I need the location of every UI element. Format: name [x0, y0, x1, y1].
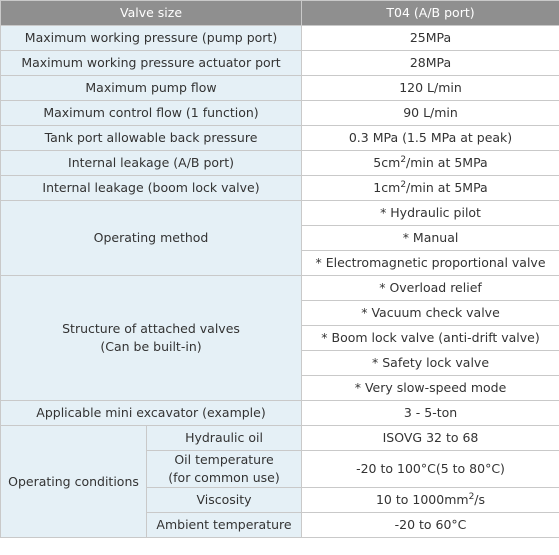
row-value: 120 L/min: [302, 76, 559, 101]
value-text: /min at 5MPa: [406, 155, 488, 170]
value-superscript: 2: [400, 180, 407, 190]
row-value: 3 - 5-ton: [302, 401, 559, 426]
row-label: Maximum working pressure (pump port): [1, 26, 302, 51]
row-label: Internal leakage (A/B port): [1, 151, 302, 176]
label-line: Structure of attached valves: [62, 321, 240, 336]
table-row: [1, 151, 559, 176]
attached-valve-item: * Vacuum check valve: [302, 301, 559, 326]
table-row: [1, 201, 559, 226]
label-line: Oil temperature: [174, 452, 274, 467]
operating-method-item: * Manual: [302, 226, 559, 251]
attached-valve-item: * Safety lock valve: [302, 351, 559, 376]
condition-label: Hydraulic oil: [147, 426, 302, 451]
label-line: (for common use): [168, 470, 280, 485]
row-label: Maximum working pressure actuator port: [1, 51, 302, 76]
condition-value: [302, 488, 559, 513]
value-text: 10 to 1000mm: [375, 492, 469, 507]
header-row: [1, 1, 559, 26]
table-row: [1, 426, 559, 451]
value-superscript: 2: [400, 155, 407, 165]
operating-conditions-label: Operating conditions: [1, 426, 147, 538]
row-label: Tank port allowable back pressure: [1, 126, 302, 151]
condition-value: -20 to 60°C: [302, 513, 559, 538]
condition-label: Viscosity: [147, 488, 302, 513]
value-text: 1cm: [373, 180, 401, 195]
operating-method-item: * Hydraulic pilot: [302, 201, 559, 226]
row-label: Applicable mini excavator (example): [1, 401, 302, 426]
row-label: Maximum control flow (1 function): [1, 101, 302, 126]
attached-valve-item: * Very slow-speed mode: [302, 376, 559, 401]
table-row: [1, 276, 559, 301]
header-value: T04 (A/B port): [302, 1, 559, 26]
row-label: Internal leakage (boom lock valve): [1, 176, 302, 201]
label-line: (Can be built-in): [100, 339, 202, 354]
row-value: [302, 176, 559, 201]
row-label: Maximum pump flow: [1, 76, 302, 101]
row-value: [302, 151, 559, 176]
table-row: [1, 51, 559, 76]
attached-valves-label: [1, 276, 302, 401]
attached-valve-item: * Boom lock valve (anti-drift valve): [302, 326, 559, 351]
operating-method-item: * Electromagnetic proportional valve: [302, 251, 559, 276]
condition-label: [147, 451, 302, 488]
row-value: 25MPa: [302, 26, 559, 51]
table-row: [1, 76, 559, 101]
header-label: Valve size: [1, 1, 302, 26]
row-value: 28MPa: [302, 51, 559, 76]
row-value: 90 L/min: [302, 101, 559, 126]
attached-valve-item: * Overload relief: [302, 276, 559, 301]
value-text: /min at 5MPa: [406, 180, 488, 195]
condition-label: Ambient temperature: [147, 513, 302, 538]
table-row: [1, 126, 559, 151]
row-value: 0.3 MPa (1.5 MPa at peak): [302, 126, 559, 151]
table-row: [1, 401, 559, 426]
value-text: /s: [474, 492, 486, 507]
value-superscript: 2: [468, 492, 475, 502]
table-row: [1, 176, 559, 201]
condition-value: ISOVG 32 to 68: [302, 426, 559, 451]
value-text: 5cm: [373, 155, 401, 170]
condition-value: -20 to 100°C(5 to 80°C): [302, 451, 559, 488]
table-row: [1, 26, 559, 51]
operating-method-label: Operating method: [1, 201, 302, 276]
table-row: [1, 101, 559, 126]
